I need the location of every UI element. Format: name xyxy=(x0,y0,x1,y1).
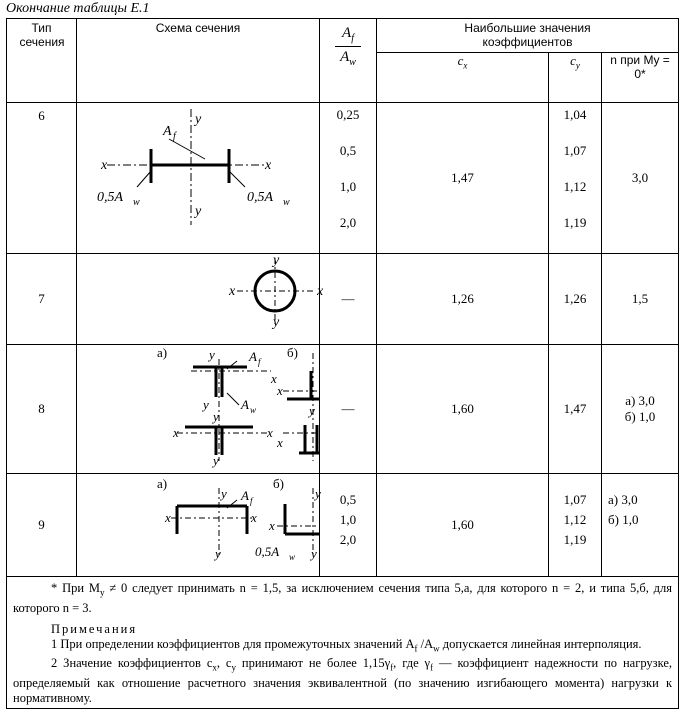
svg-text:y: y xyxy=(213,453,219,468)
header-n: n при My = 0* xyxy=(602,53,679,103)
svg-text:y: y xyxy=(203,397,209,412)
scheme-cell xyxy=(77,345,320,474)
svg-text:б): б) xyxy=(273,476,284,491)
scheme-cell xyxy=(77,103,320,254)
header-cy: $c_y$ xyxy=(549,53,602,103)
n-values: а) 3,0 б) 1,0 xyxy=(602,474,679,577)
header-cx: $c_x$ xyxy=(377,53,549,103)
notes-title: Примечания xyxy=(51,621,138,636)
cy-value: 1,47 xyxy=(549,345,602,474)
cy-values: 1,07 1,12 1,19 xyxy=(549,474,602,577)
table-row xyxy=(7,254,679,345)
svg-text:0,5A: 0,5A xyxy=(255,544,280,559)
svg-text:а): а) xyxy=(157,476,168,491)
ratio-values: 0,25 0,5 1,0 2,0 xyxy=(320,103,377,254)
cy-value: 1,26 xyxy=(549,254,602,345)
svg-text:x: x xyxy=(267,425,273,440)
header-max-coef: Наибольшие значения коэффициентов xyxy=(377,19,679,53)
svg-text:y: y xyxy=(315,486,321,501)
svg-text:w: w xyxy=(250,405,257,415)
footnote: * При $M_y \ne 0$ следует принимать n = 1,5, за исключением сечения типа 5,а, для которого n = 2, и типа 5,б, для которого n = 3. xyxy=(13,581,673,615)
pipe-diagram xyxy=(77,253,324,340)
table-row xyxy=(7,474,679,577)
ratio-values: 0,5 1,0 2,0 xyxy=(320,474,377,577)
svg-text:0,5A: 0,5A xyxy=(247,190,274,205)
header-type: Тип сечения xyxy=(7,19,77,103)
ratio-value: — xyxy=(320,254,377,345)
n-value: 3,0 xyxy=(602,103,679,254)
n-value: 1,5 xyxy=(602,254,679,345)
svg-text:а): а) xyxy=(157,345,168,360)
cy-values: 1,04 1,07 1,12 1,19 xyxy=(549,103,602,254)
svg-text:x: x xyxy=(277,383,283,398)
svg-text:x: x xyxy=(271,371,277,386)
table-row xyxy=(7,345,679,474)
header-scheme: Схема сечения xyxy=(77,19,320,103)
svg-text:A: A xyxy=(163,124,172,139)
svg-text:y: y xyxy=(215,546,221,561)
n-value: а) 3,0 б) 1,0 xyxy=(602,345,679,474)
notes-row xyxy=(7,577,679,709)
svg-text:y: y xyxy=(273,253,280,268)
svg-text:y: y xyxy=(221,486,227,501)
channel-sections-diagram xyxy=(77,474,320,572)
svg-text:y: y xyxy=(311,546,317,561)
svg-text:w: w xyxy=(289,552,296,562)
svg-text:y: y xyxy=(273,315,280,330)
notes-cell xyxy=(7,577,679,709)
cx-value: 1,60 xyxy=(377,474,549,577)
row-type: 6 xyxy=(7,103,77,254)
svg-text:A: A xyxy=(241,397,249,412)
svg-text:x: x xyxy=(173,425,179,440)
row-type: 8 xyxy=(7,345,77,474)
i-beam-diagram xyxy=(77,103,320,249)
svg-text:б): б) xyxy=(287,345,298,360)
svg-text:x: x xyxy=(165,510,171,525)
svg-text:x: x xyxy=(317,284,324,299)
header-ratio: $A_f$ $A_w$ xyxy=(320,19,377,103)
svg-text:w: w xyxy=(283,197,290,208)
svg-text:x: x xyxy=(277,435,283,450)
coefficients-table xyxy=(6,18,679,709)
svg-text:y: y xyxy=(195,204,202,219)
svg-text:A: A xyxy=(249,349,257,364)
svg-text:x: x xyxy=(251,510,257,525)
svg-text:y: y xyxy=(209,347,215,362)
scheme-cell xyxy=(77,253,324,345)
svg-text:w: w xyxy=(133,197,140,208)
row-type: 9 xyxy=(7,474,77,577)
svg-text:x: x xyxy=(229,284,236,299)
svg-text:f: f xyxy=(173,131,176,142)
cx-value: 1,60 xyxy=(377,345,549,474)
note-2: 2 Значение коэффициентов $c_x$, $c_y$ принимают не более $1,15\gamma_f$, где $\gamma_f$ — коэффициент надежности по нагрузке, определяемый как отношение расчетного значения эквивалентной (по значению изгибающего момента) нагрузки к нормативному. xyxy=(13,656,673,705)
angle-sections-diagram xyxy=(77,345,320,469)
svg-text:x: x xyxy=(265,158,272,173)
table-caption: Окончание таблицы Е.1 xyxy=(6,1,150,16)
svg-text:x: x xyxy=(269,518,275,533)
ratio-value: — xyxy=(320,345,377,474)
svg-text:f: f xyxy=(250,496,253,506)
svg-text:f: f xyxy=(258,357,261,367)
cx-value: 1,47 xyxy=(377,103,549,254)
svg-text:y: y xyxy=(213,409,219,424)
svg-text:A: A xyxy=(241,488,249,503)
note-1: 1 При определении коэффициентов для промежуточных значений $A_f$ $/A_w$ допускается линейная интерполяция. xyxy=(51,636,642,653)
scheme-cell xyxy=(77,474,320,577)
svg-text:y: y xyxy=(309,403,315,418)
svg-text:x: x xyxy=(101,158,108,173)
svg-text:y: y xyxy=(195,112,202,127)
svg-text:0,5A: 0,5A xyxy=(97,190,124,205)
row-type: 7 xyxy=(7,254,77,345)
cx-value: 1,26 xyxy=(377,254,549,345)
table-row xyxy=(7,103,679,254)
